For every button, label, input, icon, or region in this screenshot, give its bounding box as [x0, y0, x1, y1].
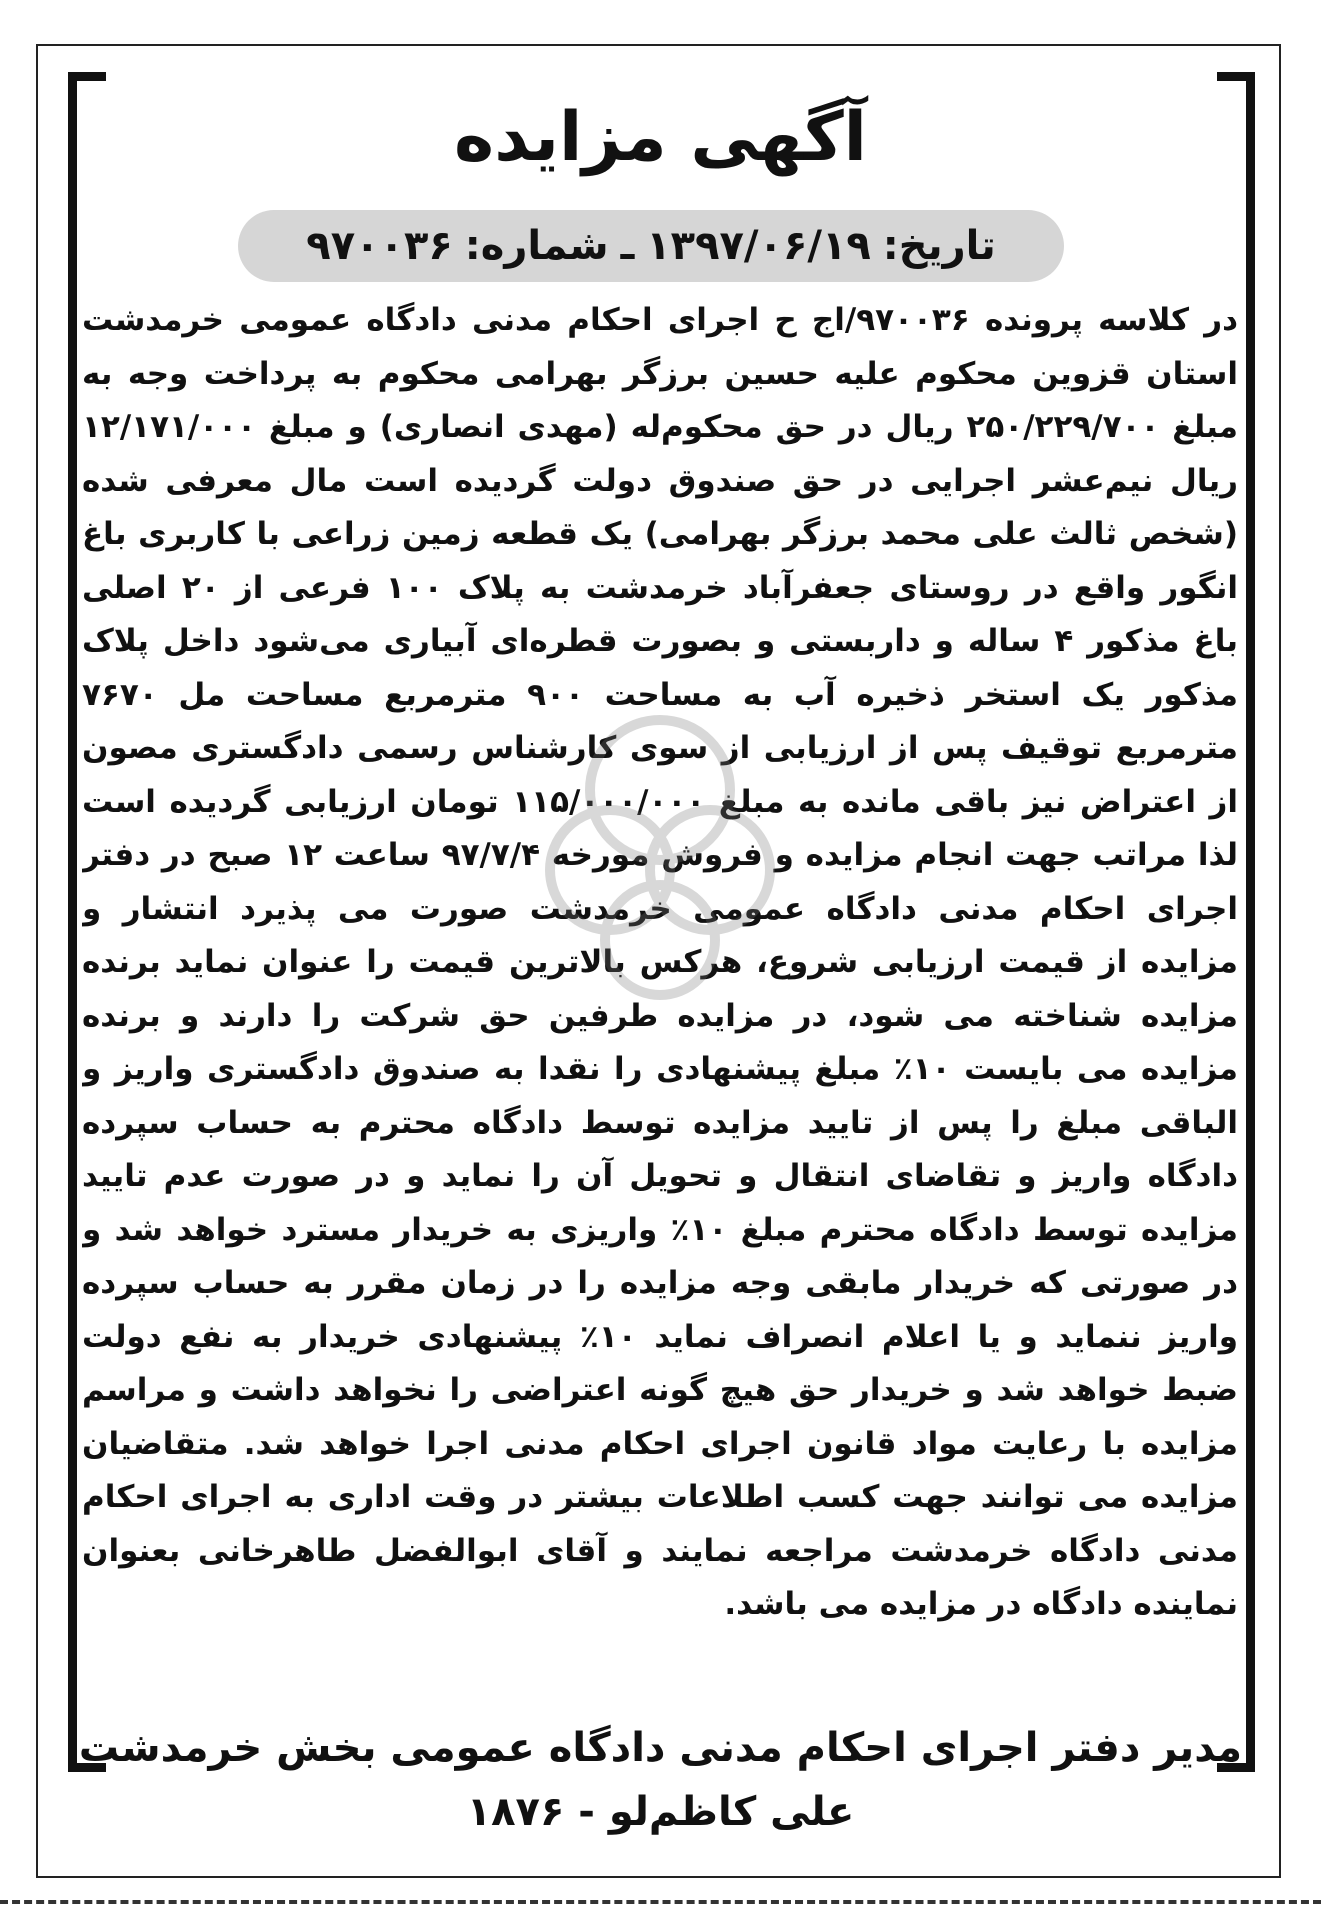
number-label: شماره: [464, 223, 609, 269]
date-value: ۱۳۹۷/۰۶/۱۹ [646, 223, 871, 269]
separator: ـ [620, 223, 635, 269]
date-label: تاریخ: [882, 223, 996, 269]
signature-name: علی کاظم‌لو - ۱۸۷۶ [466, 1789, 855, 1835]
signature-title: مدیر دفتر اجرای احکام مدنی دادگاه عمومی بخش خرمدشت [78, 1725, 1243, 1771]
date-number-bar [238, 210, 1064, 282]
number-value: ۹۷۰۰۳۶ [306, 223, 453, 269]
notice-body: در کلاسه پرونده ۹۷۰۰۳۶/اج ح اجرای احکام مدنی دادگاه عمومی خرمدشت استان قزوین محکوم علیه حسین برزگر بهرامی محکوم به پرداخت وجه به مبلغ ۲۵۰/۲۲۹/۷۰۰ ریال در حق محکوم‌له (مهدی انصاری) و مبلغ ۱۲/۱۷۱/۰۰۰ ریال نیم‌عشر اجرایی در حق صندوق دولت گردیده است مال معرفی شده (شخص ثالث علی محمد برزگر بهرامی) یک قطعه زمین زراعی با کاربری باغ انگور واقع در روستای جعفرآباد خرمدشت به پلاک ۱۰۰ فرعی از ۲۰ اصلی باغ مذکور ۴ ساله و داربستی و بصورت قطره‌ای آبیاری می‌شود داخل پلاک مذکور یک استخر ذخیره آب به مساحت ۹۰۰ مترمربع مساحت مل ۷۶۷۰ مترمربع توقیف پس از ارزیابی از سوی کارشناس رسمی دادگستری مصون از اعتراض نیز باقی مانده به مبلغ ۱۱۵/۰۰۰/۰۰۰ تومان ارزیابی گردیده است لذا مراتب جهت انجام مزایده و فروش مورخه ۹۷/۷/۴ ساعت ۱۲ صبح در دفتر اجرای احکام مدنی دادگاه عمومی خرمدشت صورت می پذیرد انتشار و مزایده از قیمت ارزیابی شروع، هرکس بالاترین قیمت را عنوان نماید برنده مزایده شناخته می شود، در مزایده طرفین حق شرکت را دارند و برنده مزایده می بایست ۱۰٪ مبلغ پیشنهادی را نقدا به صندوق دادگستری واریز و الباقی مبلغ را پس از تایید مزایده توسط دادگاه محترم به حساب سپرده دادگاه واریز و تقاضای انتقال و تحویل آن را نماید و در صورت عدم تایید مزایده توسط دادگاه محترم مبلغ ۱۰٪ واریزی به خریدار مسترد خواهد شد و در صورتی که خریدار مابقی وجه مزایده را در زمان مقرر به حساب سپرده واریز ننماید و یا اعلام انصراف نماید ۱۰٪ پیشنهادی خریدار به نفع دولت ضبط خواهد شد و خریدار حق هیچ گونه اعتراضی را نخواهد داشت و مراسم مزایده با رعایت مواد قانون اجرای احکام مدنی اجرا خواهد شد. متقاضیان مزایده می توانند جهت کسب اطلاعات بیشتر در وقت اداری به اجرای احکام مدنی دادگاه خرمدشت مراجعه نمایند و آقای ابوالفضل طاهرخانی بعنوان نماینده دادگاه در مزایده می باشد. [82, 302, 1238, 1622]
notice-title: آگهی مزایده [454, 98, 867, 177]
cut-line [0, 1900, 1321, 1904]
